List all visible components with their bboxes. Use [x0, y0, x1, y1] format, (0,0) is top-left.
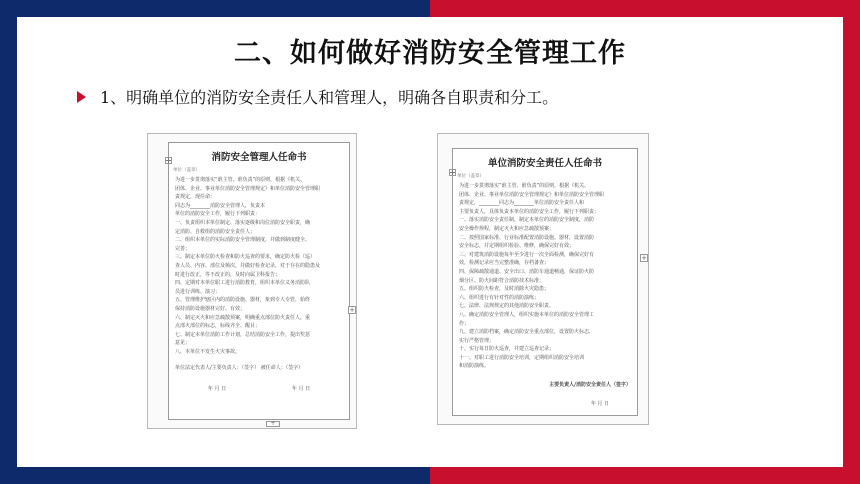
- doc-owner-title: 单位消防安全责任人任命书: [487, 158, 602, 169]
- doc-manager-body: [169, 173, 349, 356]
- doc-owner-date: 年 月 日: [590, 401, 609, 408]
- move-handle-icon[interactable]: [165, 157, 172, 164]
- doc-owner-line: 一、落实消防安全责任制，制定本单位的消防安全制度，消防: [459, 217, 595, 224]
- doc-owner-line: 作；: [459, 320, 470, 327]
- doc-manager-line: 四、定期对本单位职工进行消防教育，组织本单位义务消防队: [175, 280, 311, 287]
- doc-manager-page: [168, 142, 350, 420]
- doc-owner-line: 五、组织防火检查，及时消除火灾隐患；: [459, 286, 550, 293]
- resize-handle-bottom-icon[interactable]: +: [266, 421, 280, 427]
- doc-manager-line: 责规定，现任命：: [175, 194, 216, 201]
- doc-owner-line: 实行严格管理；: [459, 337, 495, 344]
- doc-owner-line: 三、对建筑消防设施每年至少进行一次全面检测，确保完好有: [459, 251, 595, 258]
- doc-manager-line: 点部火部位的标志，标线齐全、醒目；: [175, 323, 261, 330]
- doc-owner-line: 九、建立消防档案，确定消防安全重点部位，设置防火标志，: [459, 329, 595, 336]
- doc-manager-signature: 单位法定代表人/主要负责人：（签字） 被任命人：（签字）: [175, 365, 304, 372]
- doc-manager-title: 消防安全管理人任命书: [211, 152, 307, 163]
- doc-manager-line: 七、制定本单位消防工作计划，总结消防安全工作，提出奖惩: [175, 331, 311, 338]
- doc-manager-line: 意见；: [175, 340, 191, 347]
- doc-owner-line: 效，检测记录应当完整准确，存档备查；: [459, 260, 550, 267]
- doc-owner-line: 六、组织进行有针对性的消防演练；: [459, 294, 540, 301]
- doc-owner-line: 八、确定消防安全管理人，组织实施本单位的消防安全管理工: [459, 311, 595, 318]
- doc-owner-line: 十、实行每日防火巡查，并建立巡查记录；: [459, 346, 555, 353]
- doc-manager-line: 一、负责组织本单位制定、落实逐级和岗位消防安全职责，确: [175, 219, 311, 226]
- doc-owner-line: 责规定，________同志为________单位消防安全责任人和: [459, 200, 585, 207]
- doc-manager-line: 员进行训练、演习；: [175, 288, 221, 295]
- doc-manager-unit: 单位（盖章）: [173, 168, 200, 173]
- doc-manager-line: 为进一步贯彻落实“谁主管、谁负责”的原则，根据《机关、: [175, 177, 306, 183]
- doc-owner-line: 七、法律、法规规定的其他消防安全职责。: [459, 303, 555, 310]
- slide-canvas: [17, 17, 843, 467]
- resize-handle-right-icon[interactable]: +: [349, 306, 355, 314]
- doc-owner-line: 四、保障疏散通道、安全出口、消防车通道畅通，保证防火防: [459, 268, 595, 275]
- doc-owner-line: 烟分区、防火间距符合消防技术标准；: [459, 277, 545, 284]
- doc-manager-date-right: 年 月 日: [291, 386, 311, 393]
- doc-manager-line: 定消防、自救组的消防安全责任人；: [175, 228, 256, 235]
- doc-owner-unit: 单位（盖章）: [457, 174, 484, 179]
- doc-owner-line: 十一、对职工进行消防安全培训，定期组织消防安全培训: [459, 354, 585, 361]
- doc-owner-body: [453, 179, 637, 371]
- doc-owner-line: 主要负责人，具体负责本单位的消防安全工作，履行下列职责：: [459, 208, 600, 215]
- doc-owner-signature: 主要负责人/消防安全责任人（签字）: [549, 382, 631, 389]
- doc-manager-line: 六、制定灭火和应急疏散预案，明确重点部位防火责任人，重: [175, 314, 311, 321]
- doc-manager-dates: [169, 385, 349, 392]
- doc-manager-line: 团体、企业、事业单位消防安全管理规定》和单位消防安全管理职: [175, 185, 321, 192]
- doc-manager-line: 八、本单位不发生火灾事故。: [175, 348, 241, 355]
- doc-manager-line: 二、组织本单位的实际消防安全管理制度，并做到制度健全、: [175, 237, 311, 244]
- doc-manager-line: 同志为________消防安全管理人，负责本: [175, 202, 266, 209]
- doc-owner-line: 安全标志，并定期组织检验、维修，确保完好有效；: [459, 243, 575, 250]
- doc-manager-line: 时进行改正，等不改正的，及时向属卫科报告；: [175, 271, 281, 278]
- doc-owner-line: 为进一步贯彻落实“谁主管、谁负责”的原则，根据《机关、: [459, 183, 590, 189]
- doc-manager-line: 保持消防设施器材完好、有效；: [175, 305, 246, 312]
- doc-manager-appointment[interactable]: [147, 133, 357, 429]
- doc-manager-line: 单位的消防安全工作，履行下列职责：: [175, 211, 261, 218]
- doc-manager-line: 完善；: [175, 245, 191, 252]
- move-handle-icon[interactable]: [449, 169, 456, 176]
- bullet-row: [77, 85, 558, 108]
- doc-owner-page: [452, 148, 638, 416]
- bullet-text: 1、明确单位的消防安全责任人和管理人，明确各自职责和分工。: [100, 88, 559, 107]
- slide-title: 二、如何做好消防安全管理工作: [234, 38, 626, 69]
- doc-owner-appointment[interactable]: [437, 133, 649, 425]
- doc-owner-line: 团体、企业、事业单位消防安全管理规定》和单位消防安全管理职: [459, 191, 605, 198]
- doc-owner-line: 和消防演练。: [459, 363, 490, 370]
- doc-manager-date-left: 年 月 日: [207, 386, 227, 393]
- doc-manager-line: 查人员、内容、部位及频次，并做好检查记录，对于存在的隐患及: [175, 262, 321, 269]
- resize-handle-right-icon[interactable]: +: [641, 254, 647, 262]
- doc-manager-line: 五、管理维护辖区内的消防设施、器材，象到专人专管，始终: [175, 297, 311, 304]
- bullet-arrow-icon: [77, 91, 86, 103]
- doc-owner-line: 安全操作规程，制定灭火和应急疏散预案；: [459, 225, 555, 232]
- doc-manager-line: 三、制定本单位防火检查和防火巡查的要求，确定防火检（巡）: [175, 254, 316, 261]
- doc-owner-line: 二、按照国家标准、行业标准配置消防设施、器材，设置消防: [459, 234, 595, 241]
